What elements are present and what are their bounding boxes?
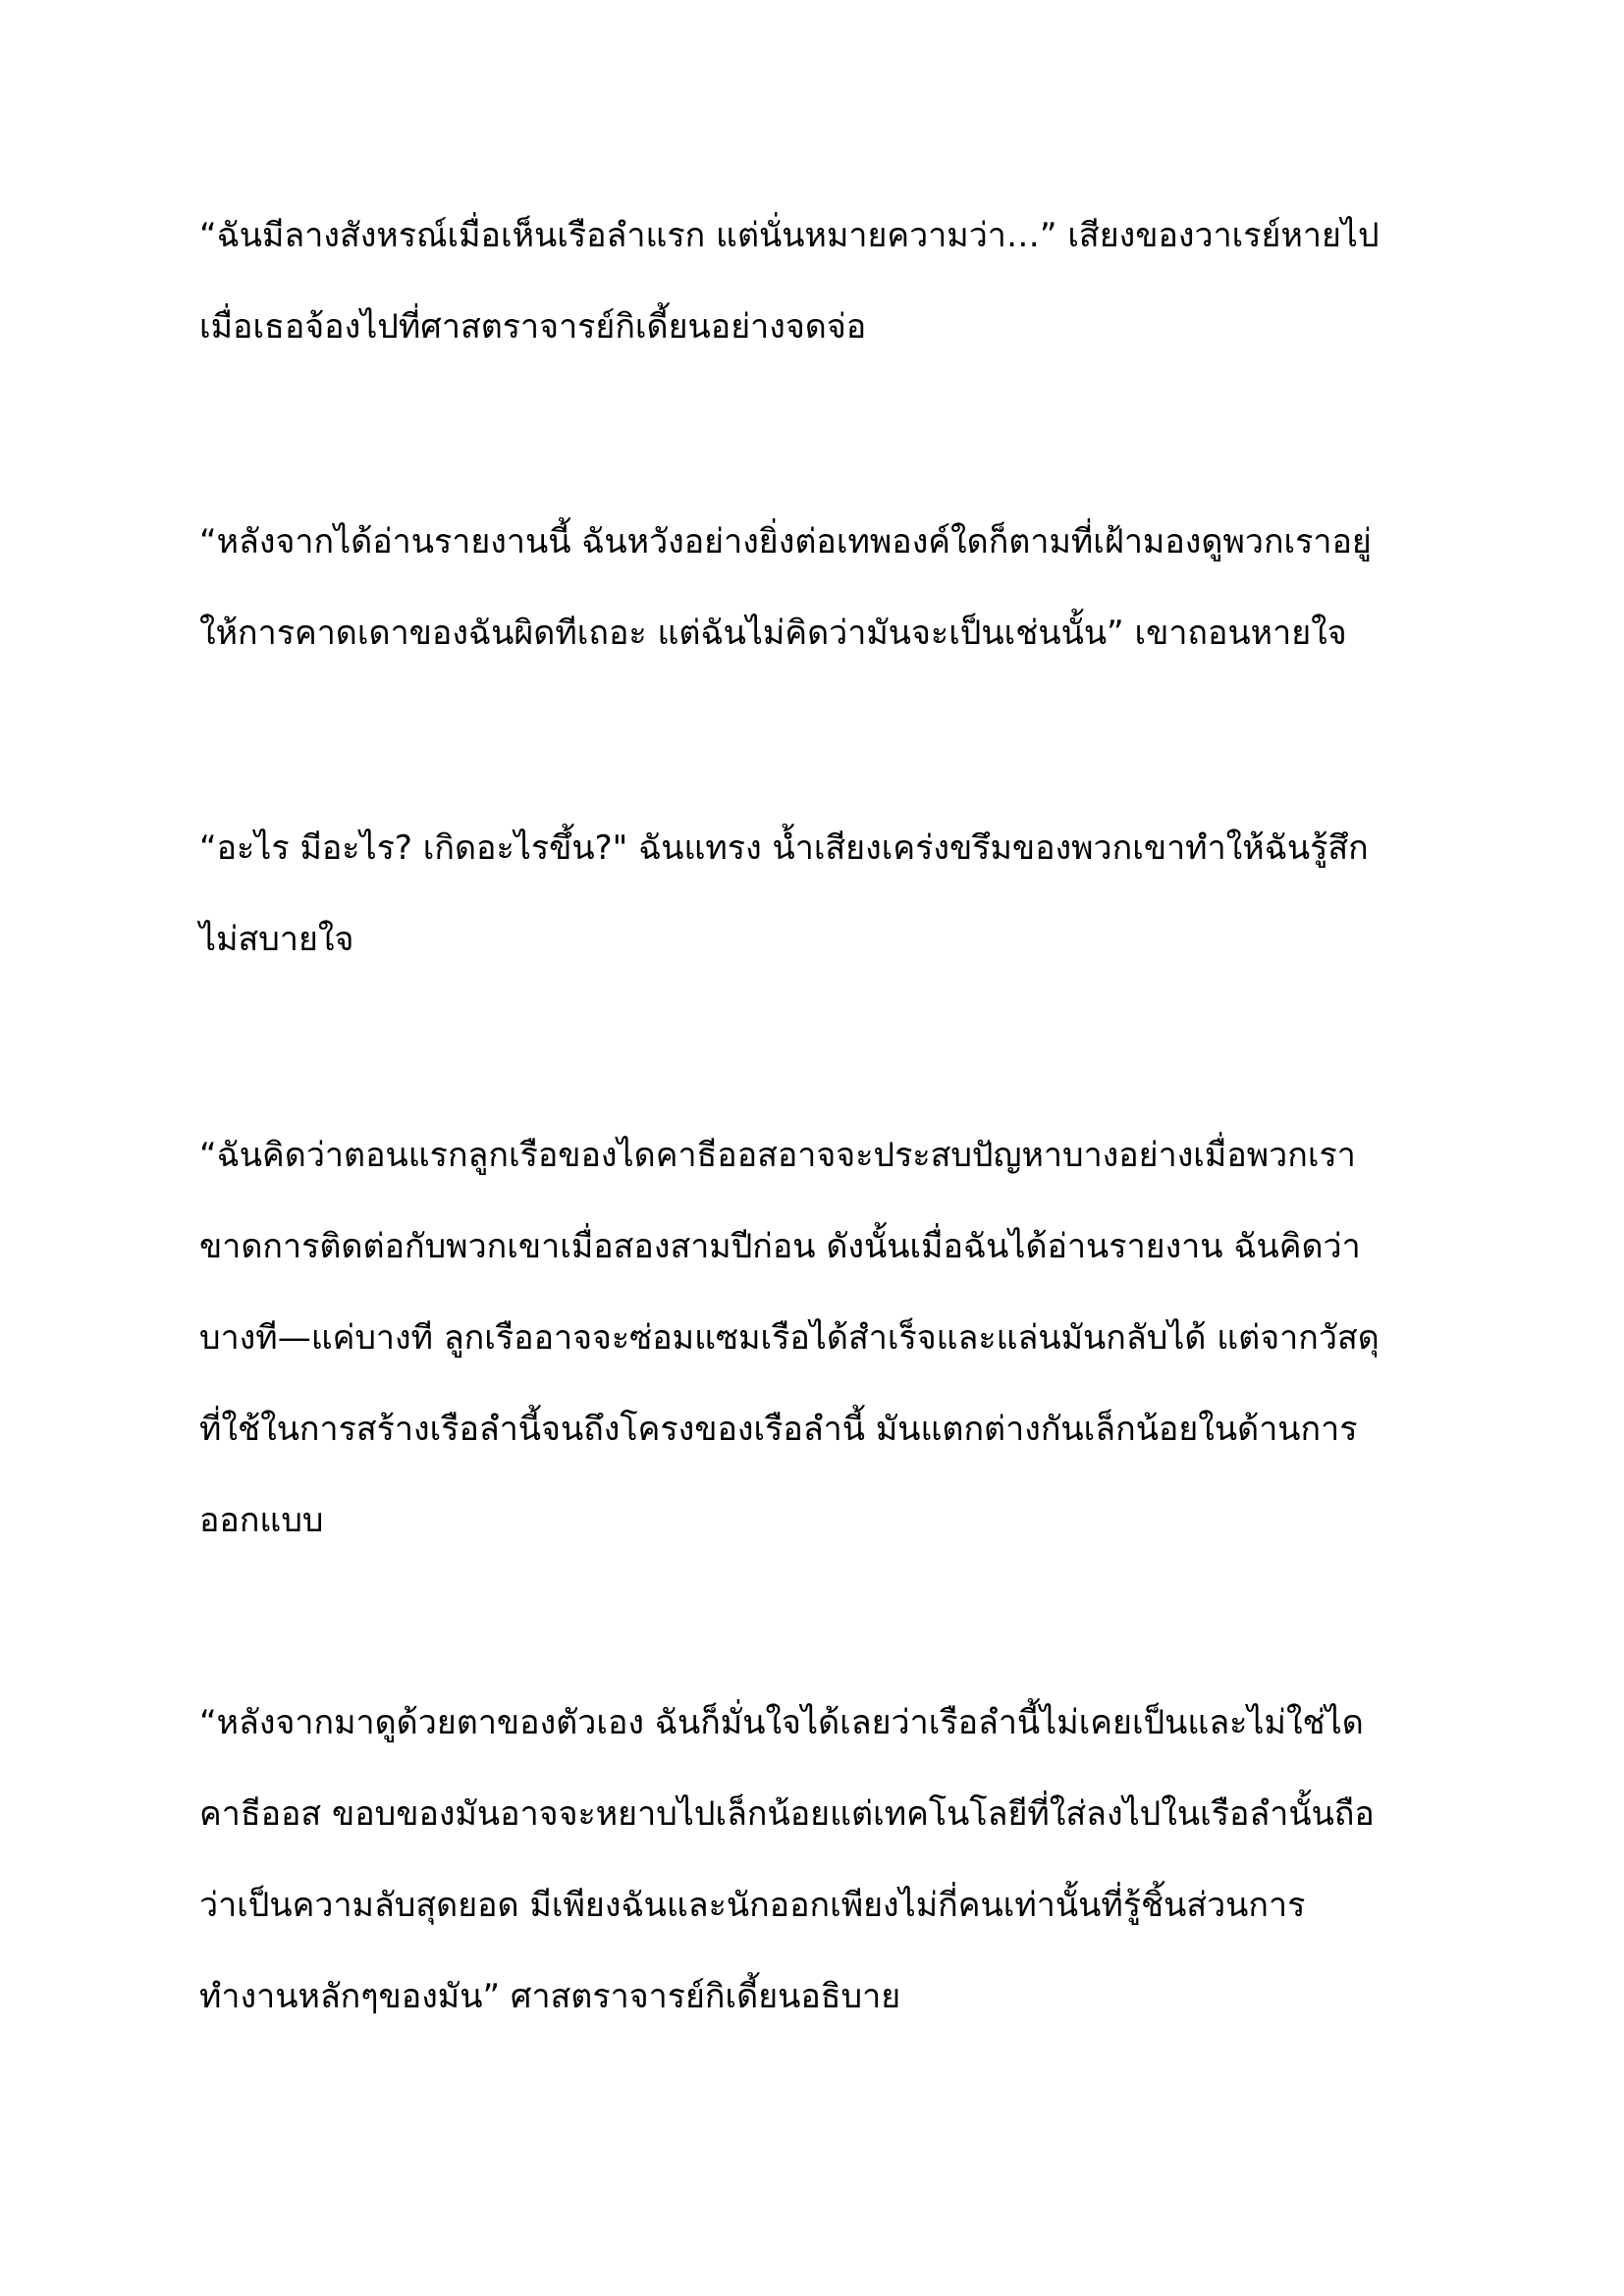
paragraph-line: “ฉันคิดว่าตอนแรกลูกเรือของไดคาธีออสอาจจะประสบปัญหาบางอย่างเมื่อพวกเรา — [199, 1136, 1356, 1175]
paragraph-3 — [199, 803, 1436, 986]
paragraph-line: “หลังจากได้อ่านรายงานนี้ ฉันหวังอย่างยิ่งต่อเทพองค์ใดก็ตามที่เฝ้ามองดูพวกเราอยู่ — [199, 522, 1372, 561]
paragraph-line: “ฉันมีลางสังหรณ์เมื่อเห็นเรือลำแรก แต่นั่นหมายความว่า…” เสียงของวาเรย์หายไป — [199, 216, 1380, 255]
paragraph-1 — [199, 190, 1436, 373]
paragraph-line: ออกแบบ — [199, 1501, 324, 1540]
paragraph-2 — [199, 497, 1436, 679]
paragraph-line: ที่ใช้ในการสร้างเรือลำนี้จนถึงโครงของเรือลำนี้ มันแตกต่างกันเล็กน้อยในด้านการ — [199, 1410, 1358, 1449]
paragraph-line: ให้การคาดเดาของฉันผิดทีเถอะ แต่ฉันไม่คิดว่ามันจะเป็นเช่นนั้น” เขาถอนหายใจ — [199, 614, 1347, 653]
paragraph-5 — [199, 1678, 1436, 2043]
paragraph-line: “อะไร มีอะไร? เกิดอะไรขึ้น?" ฉันแทรง น้ำเสียงเคร่งขรึมของพวกเขาทำให้ฉันรู้สึก — [199, 828, 1369, 868]
paragraph-line: ไม่สบายใจ — [199, 920, 354, 959]
paragraph-line: บางที—แค่บางที ลูกเรืออาจจะซ่อมแซมเรือได้สำเร็จและแล่นมันกลับได้ แต่จากวัสดุ — [199, 1318, 1380, 1358]
paragraph-line: เมื่อเธอจ้องไปที่ศาสตราจารย์กิเดี้ยนอย่างจดจ่อ — [199, 307, 867, 347]
paragraph-4 — [199, 1110, 1436, 1567]
paragraph-line: “หลังจากมาดูด้วยตาของตัวเอง ฉันก็มั่นใจได้เลยว่าเรือลำนี้ไม่เคยเป็นและไม่ใช่ได — [199, 1703, 1364, 1742]
paragraph-line: ทำงานหลักๆของมัน” ศาสตราจารย์กิเดี้ยนอธิบาย — [199, 1977, 901, 2016]
paragraph-line: คาธีออส ขอบของมันอาจจะหยาบไปเล็กน้อยแต่เทคโนโลยีที่ใส่ลงไปในเรือลำนั้นถือ — [199, 1794, 1375, 1834]
paragraph-line: ว่าเป็นความลับสุดยอด มีเพียงฉันและนักออกเพียงไม่กี่คนเท่านั้นที่รู้ชิ้นส่วนการ — [199, 1886, 1306, 1925]
paragraph-line: ขาดการติดต่อกับพวกเขาเมื่อสองสามปีก่อน ดังนั้นเมื่อฉันได้อ่านรายงาน ฉันคิดว่า — [199, 1227, 1361, 1266]
